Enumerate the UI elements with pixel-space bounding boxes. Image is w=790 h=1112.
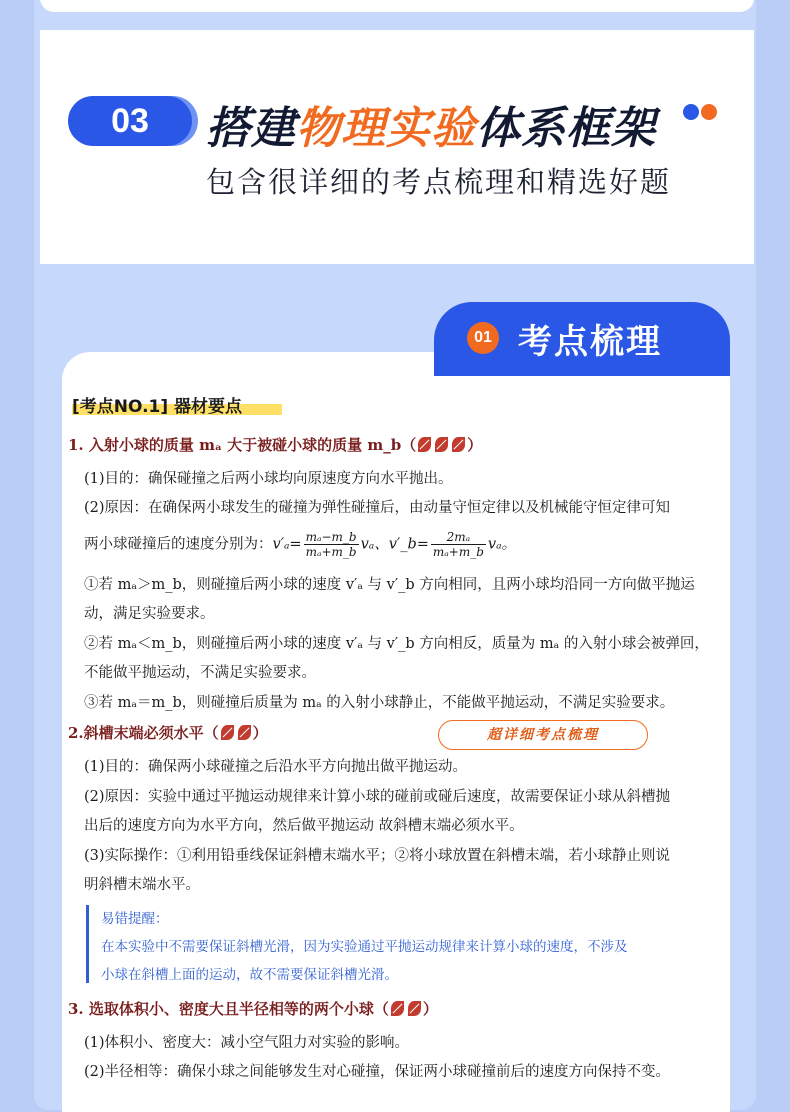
item-3-point-1: (1)体积小、密度大：减小空气阻力对实验的影响。 <box>84 1035 410 1051</box>
previous-card-edge <box>40 0 754 12</box>
item-2-operation-line-1: (3)实际操作：①利用铅垂线保证斜槽末端水平；②将小球放置在斜槽末端，若小球静止则说 <box>84 848 671 864</box>
leaf-icon <box>221 725 234 740</box>
item-3-heading: 3. 选取体积小、密度大且半径相等的两个小球（ ） <box>68 1000 438 1018</box>
section-tab-number: 01 <box>467 322 499 354</box>
headline: 搭建物理实验体系框架 <box>206 103 656 154</box>
leaf-icon <box>238 725 251 740</box>
subheadline: 包含很详细的考点梳理和精选好题 <box>206 165 672 199</box>
leaf-icon <box>408 1001 421 1016</box>
item-1-reason-line-1: (2)原因：在确保两小球发生的碰撞为弹性碰撞后，由动量守恒定律以及机械能守恒定律可知 <box>84 500 671 516</box>
section-number-pill: 03 <box>68 96 192 146</box>
item-1-case-1-line-1: ①若 mₐ＞m_b，则碰撞后两小球的速度 v′ₐ 与 v′_b 方向相同，且两小球均沿同一方向做平抛运 <box>84 577 695 593</box>
kaodian-label: [考点NO.1] 器材要点 <box>72 397 243 417</box>
leaf-icon <box>391 1001 404 1016</box>
item-2-purpose: (1)目的：确保两小球碰撞之后沿水平方向抛出做平抛运动。 <box>84 759 468 775</box>
item-1-case-1-line-2: 动，满足实验要求。 <box>84 606 215 622</box>
orange-dot <box>701 104 717 120</box>
item-1-heading: 1. 入射小球的质量 mₐ 大于被碰小球的质量 m_b（ ） <box>68 436 483 454</box>
fraction-2: $\frac{\text{2mₐ}}{\text{mₐ+m\_b}}$ <box>432 530 484 559</box>
decor-dots <box>683 104 719 124</box>
detail-badge: 超详细考点梳理 <box>438 720 648 750</box>
item-2-operation-line-2: 明斜槽末端水平。 <box>84 877 200 893</box>
section-tab-title: 考点梳理 <box>518 322 662 362</box>
item-2-heading: 2.斜槽末端必须水平（ ） <box>68 724 268 742</box>
item-2-reason-line-1: (2)原因：实验中通过平抛运动规律来计算小球的碰前或碰后速度，故需要保证小球从斜槽抛 <box>84 789 671 805</box>
fraction-1: $\frac{\text{mₐ−m\_b}}{\text{mₐ+m\_b}}$ <box>305 530 357 559</box>
leaf-icon <box>435 437 448 452</box>
tip-line-1: 在本实验中不需要保证斜槽光滑，因为实验通过平抛运动规律来计算小球的速度，不涉及 <box>101 939 628 955</box>
item-1-case-2-line-1: ②若 mₐ＜m_b，则碰撞后两小球的速度 v′ₐ 与 v′_b 方向相反，质量为 mₐ 的入射小球会被弹回， <box>84 636 709 652</box>
item-2-reason-line-2: 出后的速度方向为水平方向，然后做平抛运动 故斜槽末端必须水平。 <box>84 818 524 834</box>
item-3-point-2: (2)半径相等：确保小球之间能够发生对心碰撞，保证两小球碰撞前后的速度方向保持不变。 <box>84 1064 671 1080</box>
tip-line-2: 小球在斜槽上面的运动，故不需要保证斜槽光滑。 <box>101 967 398 983</box>
leaf-icon <box>418 437 431 452</box>
blue-dot <box>683 104 699 120</box>
item-1-formula-line: 两小球碰撞后的速度分别为：v′ₐ= $\frac{\text{mₐ−m\_b}}{\text{mₐ+m\_b}}$ vₐ、v′_b= $\frac{\text{2mₐ}}{\text{mₐ+m\_b}}$ vₐ。 <box>84 530 517 559</box>
item-1-purpose: (1)目的：确保碰撞之后两小球均向原速度方向水平抛出。 <box>84 471 453 487</box>
item-1-case-2-line-2: 不能做平抛运动，不满足实验要求。 <box>84 665 316 681</box>
tip-title: 易错提醒： <box>101 911 169 927</box>
tip-box <box>86 905 729 983</box>
leaf-icon <box>452 437 465 452</box>
item-1-case-3: ③若 mₐ＝m_b，则碰撞后质量为 mₐ 的入射小球静止，不能做平抛运动，不满足实验要求。 <box>84 695 675 711</box>
